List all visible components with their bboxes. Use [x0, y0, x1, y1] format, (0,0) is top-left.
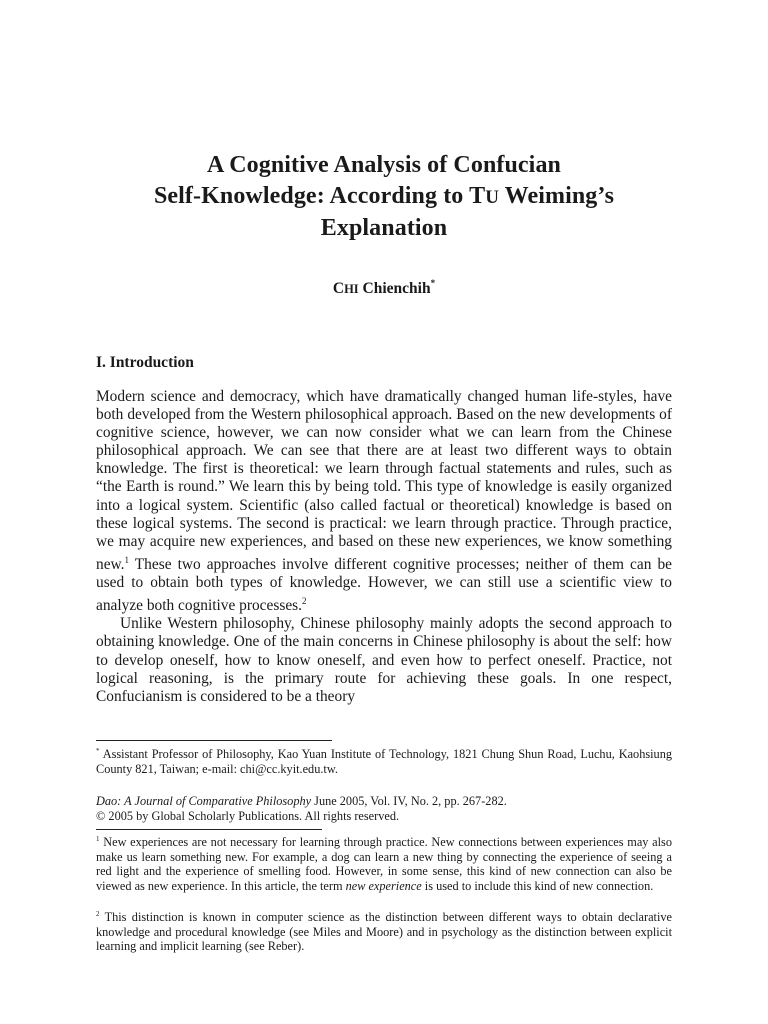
author-name: [96, 280, 672, 298]
author-given-name: Chienchih: [358, 280, 431, 297]
journal-details: June 2005, Vol. IV, No. 2, pp. 267-282.: [311, 794, 507, 808]
title-line-2: [96, 181, 672, 213]
author-affiliation: [96, 744, 672, 776]
footnote-divider: [96, 740, 332, 741]
footnote-1: [96, 832, 672, 893]
title-line-3: Explanation: [320, 215, 448, 241]
journal-info: [96, 794, 672, 823]
article-title: [96, 150, 672, 244]
author-surname-rest: HI: [344, 282, 359, 296]
paragraph-1-part-b: These two approaches involve different cognitive processes; neither of them can be used to obtain both types of knowledge. However, we can still use a scientific view to analyze both cognitive processes.: [96, 555, 672, 615]
paragraph-1: [96, 388, 672, 615]
section-heading: I. Introduction: [96, 354, 194, 371]
title-smallcaps: U: [485, 187, 500, 208]
copyright-line: © 2005 by Global Scholarly Publications. All rights reserved.: [96, 808, 400, 823]
journal-citation: [96, 794, 672, 809]
paragraph-2: Unlike Western philosophy, Chinese philosophy mainly adopts the second approach to obtaining knowledge. One of the main concerns in Chinese philosophy is about the self: how to develop oneself, how to know oneself, and even how to perfect oneself. Practice, not logical reasoning, is the primary route for achieving these goals. In one respect, Confucianism is considered to be a theory: [96, 615, 672, 705]
footnote-2-number: 2: [96, 910, 100, 918]
footnote-1-term: new experience: [345, 878, 422, 893]
paragraph-1-part-a: Modern science and democracy, which have dramatically changed human life-styles, have both developed from the Western philosophical approach. Based on the new developments of cognitive science, however, we can now consider what we can learn from the Chinese philosophical approach. We can see that there are at least two different ways to obtain knowledge. The first is theoretical: we learn through factual statements and rules, such as “the Earth is round.” We learn this by being told. This type of knowledge is easily organized into a logical system. Scientific (also called factual or theoretical) knowledge is based on these logical systems. The second is practical: we learn through practice. Through practice, we may acquire new experiences, and based on these new experiences, we know something new.: [96, 388, 672, 573]
journal-name: Dao: A Journal of Comparative Philosophy: [96, 794, 312, 808]
title-line-2-post: Weiming’s: [499, 183, 615, 209]
affiliation-mark: *: [96, 747, 100, 755]
footnote-2-text: This distinction is known in computer science as the distinction between different ways to obtain declarative knowledge and procedural knowledge (see Miles and Moore) and in psychology as the distinction between explicit learning and implicit learning (see Reber).: [96, 910, 672, 954]
footnotes-divider: [96, 829, 322, 830]
author-footnote-mark: *: [430, 278, 436, 288]
affiliation-text: Assistant Professor of Philosophy, Kao Yuan Institute of Technology, 1821 Chung Shun Road, Luchu, Kaohsiung County 821, Taiwan; e-mail: chi@cc.kyit.edu.tw.: [96, 747, 672, 776]
title-line-2-pre: Self-Knowledge: According to T: [153, 183, 486, 209]
title-line-1: A Cognitive Analysis of Confucian: [206, 152, 562, 178]
footnote-1-number: 1: [96, 835, 100, 843]
footnote-ref-2[interactable]: 2: [302, 596, 307, 607]
footnote-1-text-a: New experiences are not necessary for learning through practice. New connections between experiences may also make us learn something new. For example, a dog can learn a new thing by connecting the experience of seeing a red light and the experience of smelling food. However, in some sense, this kind of new connection can also be viewed as new experience. In this article, the term: [96, 835, 672, 893]
footnote-1-text-b: is used to include this kind of new connection.: [421, 878, 654, 893]
body-text: [96, 388, 672, 706]
footnote-ref-1[interactable]: 1: [124, 554, 129, 565]
footnote-2: [96, 907, 672, 954]
author-surname-initial: C: [332, 280, 345, 297]
